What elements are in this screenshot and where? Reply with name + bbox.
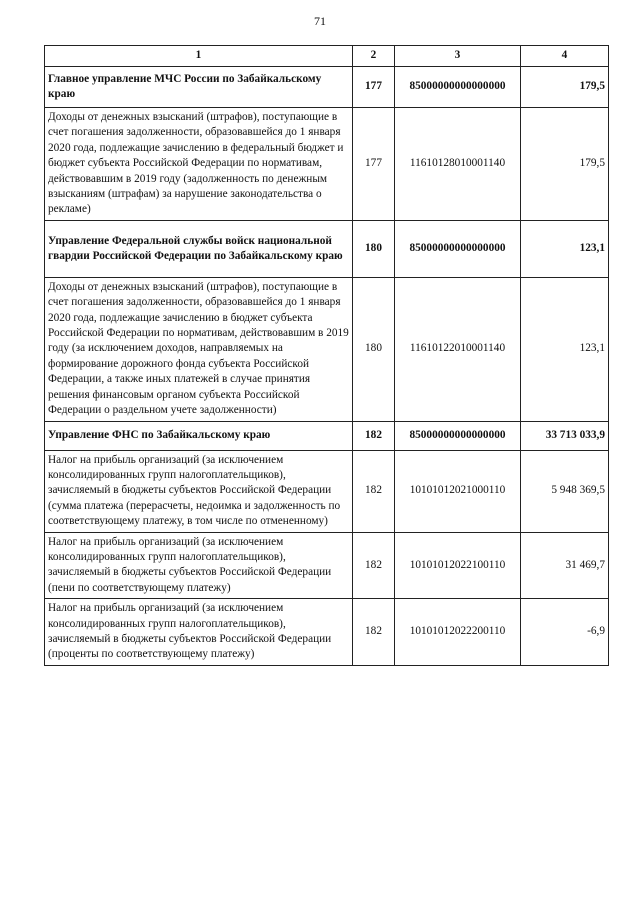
column-header: 1 xyxy=(45,46,353,67)
column-header: 3 xyxy=(395,46,521,67)
table-row xyxy=(45,277,609,421)
row-amount-cell: 5 948 369,5 xyxy=(521,450,609,532)
row-admin-code-cell: 182 xyxy=(353,421,395,450)
row-admin-code-cell: 182 xyxy=(353,599,395,666)
row-amount-cell: 179,5 xyxy=(521,108,609,221)
row-admin-code-cell: 182 xyxy=(353,532,395,599)
row-amount-cell: 179,5 xyxy=(521,67,609,108)
row-admin-code-cell: 177 xyxy=(353,108,395,221)
row-budget-code-cell: 11610128010001140 xyxy=(395,108,521,221)
row-amount-cell: 123,1 xyxy=(521,277,609,421)
row-name-cell: Доходы от денежных взысканий (штрафов), поступающие в счет погашения задолженности, образовавшейся до 1 января 2020 года, подлежащие зачислению в федеральный бюджет и бюджет субъекта Российской Федерации по нормативам, действовавшим в 2019 году (задолженность по денежным взысканиям (штрафам) за нарушение законодательства о рекламе) xyxy=(45,108,353,221)
table-row xyxy=(45,450,609,532)
row-name-cell: Главное управление МЧС России по Забайкальскому краю xyxy=(45,67,353,108)
row-amount-cell: 33 713 033,9 xyxy=(521,421,609,450)
table-section-row xyxy=(45,421,609,450)
row-budget-code-cell: 10101012021000110 xyxy=(395,450,521,532)
page-number: 71 xyxy=(314,14,326,28)
table-section-row xyxy=(45,67,609,108)
row-budget-code-cell: 85000000000000000 xyxy=(395,421,521,450)
row-amount-cell: 123,1 xyxy=(521,220,609,277)
revenue-table xyxy=(44,45,609,666)
row-admin-code-cell: 180 xyxy=(353,220,395,277)
column-header: 2 xyxy=(353,46,395,67)
table-row xyxy=(45,108,609,221)
row-admin-code-cell: 180 xyxy=(353,277,395,421)
row-name-cell: Налог на прибыль организаций (за исключением консолидированных групп налогоплательщиков), зачисляемый в бюджеты субъектов Российской Федерации (сумма платежа (перерасчеты, недоимка и задолженность по соответствующему платежу, в том числе по отмененному) xyxy=(45,450,353,532)
table-section-row xyxy=(45,220,609,277)
table-row xyxy=(45,532,609,599)
column-header: 4 xyxy=(521,46,609,67)
row-amount-cell: 31 469,7 xyxy=(521,532,609,599)
table-header-row xyxy=(45,46,609,67)
row-budget-code-cell: 10101012022200110 xyxy=(395,599,521,666)
table-row xyxy=(45,599,609,666)
row-amount-cell: -6,9 xyxy=(521,599,609,666)
row-budget-code-cell: 11610122010001140 xyxy=(395,277,521,421)
row-admin-code-cell: 182 xyxy=(353,450,395,532)
row-budget-code-cell: 10101012022100110 xyxy=(395,532,521,599)
row-budget-code-cell: 85000000000000000 xyxy=(395,220,521,277)
row-name-cell: Управление ФНС по Забайкальскому краю xyxy=(45,421,353,450)
row-budget-code-cell: 85000000000000000 xyxy=(395,67,521,108)
row-name-cell: Доходы от денежных взысканий (штрафов), поступающие в счет погашения задолженности, образовавшейся до 1 января 2020 года, подлежащие зачислению в бюджет субъекта Российской Федерации по нормативам, действовавшим в 2019 году (за исключением доходов, направляемых на формирование дорожного фонда субъекта Российской Федерации, а также иных платежей в случае принятия решения финансовым органом субъекта Российской Федерации о раздельном учете задолженности) xyxy=(45,277,353,421)
row-admin-code-cell: 177 xyxy=(353,67,395,108)
row-name-cell: Управление Федеральной службы войск национальной гвардии Российской Федерации по Забайкальскому краю xyxy=(45,220,353,277)
row-name-cell: Налог на прибыль организаций (за исключением консолидированных групп налогоплательщиков), зачисляемый в бюджеты субъектов Российской Федерации (пени по соответствующему платежу) xyxy=(45,532,353,599)
row-name-cell: Налог на прибыль организаций (за исключением консолидированных групп налогоплательщиков), зачисляемый в бюджеты субъектов Российской Федерации (проценты по соответствующему платежу) xyxy=(45,599,353,666)
